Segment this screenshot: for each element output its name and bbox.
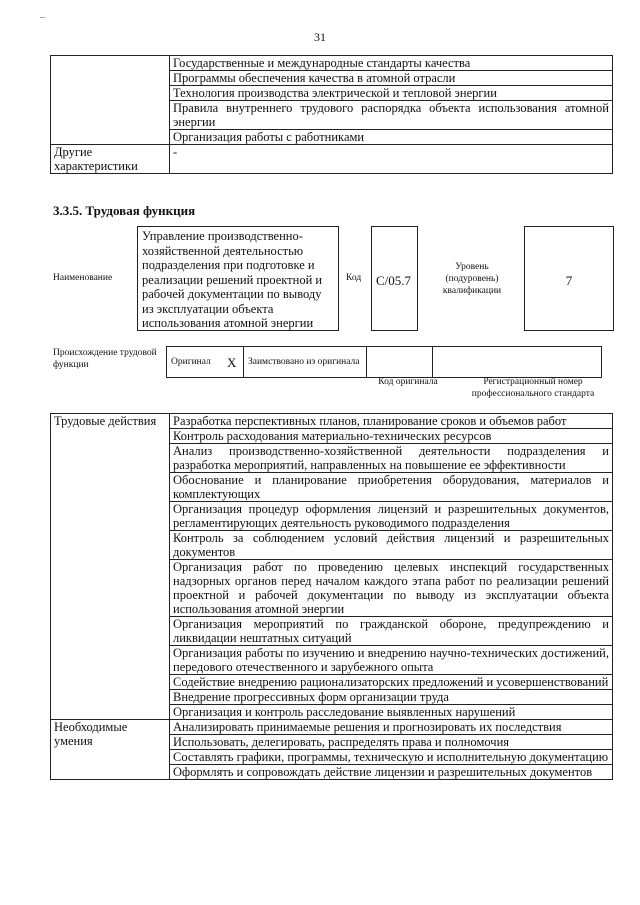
labor-action-row: Анализ производственно-хозяйственной деятельности подразделения и разработка мероприятий, направленных на повышение ее эффективности [170, 444, 613, 473]
code-original-caption: Код оригинала [378, 377, 438, 387]
skill-row: Использовать, делегировать, распределять права и полномочия [170, 735, 613, 750]
other-characteristics-label: Другие характеристики [51, 145, 170, 174]
name-label: Наименование [53, 273, 113, 283]
labor-action-row: Контроль расходования материально-технических ресурсов [170, 429, 613, 444]
origin-label: Происхождение трудовой функции [53, 348, 157, 370]
labor-action-row: Организация работ по проведению целевых инспекций государственных надзорных органов перед началом каждого этапа работ по реализации решений проектной и рабочей документации по выводу из эксплуатации объекта использования атомной энергии [170, 560, 613, 617]
page-number: 31 [314, 30, 326, 44]
knowledge-row: Организация работы с работниками [170, 130, 613, 145]
labor-actions-label: Трудовые действия [51, 414, 170, 720]
other-characteristics-value: - [170, 145, 613, 174]
labor-action-row: Разработка перспективных планов, планирование сроков и объемов работ [170, 414, 613, 429]
code-value-box: C/05.7 [371, 226, 418, 331]
labor-action-row: Контроль за соблюдением условий действия лицензий и разрешительных документов [170, 531, 613, 560]
labor-action-row: Организация и контроль расследование выявленных нарушений [170, 705, 613, 720]
labor-action-row: Обоснование и планирование приобретения оборудования, материалов и комплектующих [170, 473, 613, 502]
level-value-box: 7 [524, 226, 614, 331]
labor-action-row: Организация мероприятий по гражданской обороне, предупреждению и ликвидации нештатных ситуаций [170, 617, 613, 646]
knowledge-table [50, 55, 613, 174]
skill-row: Составлять графики, программы, техническую и исполнительную документацию [170, 750, 613, 765]
skill-row: Оформлять и сопровождать действие лицензии и разрешительных документов [170, 765, 613, 780]
knowledge-row: Технология производства электрической и тепловой энергии [170, 86, 613, 101]
level-label: Уровень (подуровень) квалификации [442, 262, 502, 296]
labor-action-row: Внедрение прогрессивных форм организации труда [170, 690, 613, 705]
reg-number-cell [433, 347, 602, 378]
section-title: 3.3.5. Трудовая функция [53, 203, 196, 218]
skills-label: Необходимые умения [51, 720, 170, 780]
skill-row: Анализировать принимаемые решения и прогнозировать их последствия [170, 720, 613, 735]
knowledge-row: Государственные и международные стандарты качества [170, 56, 613, 71]
labor-action-row: Организация работы по изучению и внедрению научно-технических достижений, передового отечественного и зарубежного опыта [170, 646, 613, 675]
knowledge-row: Программы обеспечения качества в атомной отрасли [170, 71, 613, 86]
labor-action-row: Содействие внедрению рационализаторских предложений и усовершенствований [170, 675, 613, 690]
original-mark: X [223, 347, 244, 378]
reg-number-caption: Регистрационный номер профессионального стандарта [471, 377, 595, 399]
origin-table [166, 346, 602, 378]
function-details-table [50, 413, 613, 780]
knowledge-row: Правила внутреннего трудового распорядка объекта использования атомной энергии [170, 101, 613, 130]
labor-action-row: Организация процедур оформления лицензий и разрешительных документов, регламентирующих деятельность руководимого подразделения [170, 502, 613, 531]
borrowed-label: Заимствовано из оригинала [244, 347, 367, 378]
code-original-cell [367, 347, 433, 378]
original-label: Оригинал [167, 347, 224, 378]
empty-label-cell [51, 56, 170, 145]
function-name-box: Управление производственно-хозяйственной деятельностью подразделения при подготовке и реализации решений проектной и рабочей документации по выводу из эксплуатации объекта использования атомной энергии [137, 226, 339, 331]
code-label: Код [346, 273, 362, 283]
corner-mark: – [40, 12, 45, 23]
